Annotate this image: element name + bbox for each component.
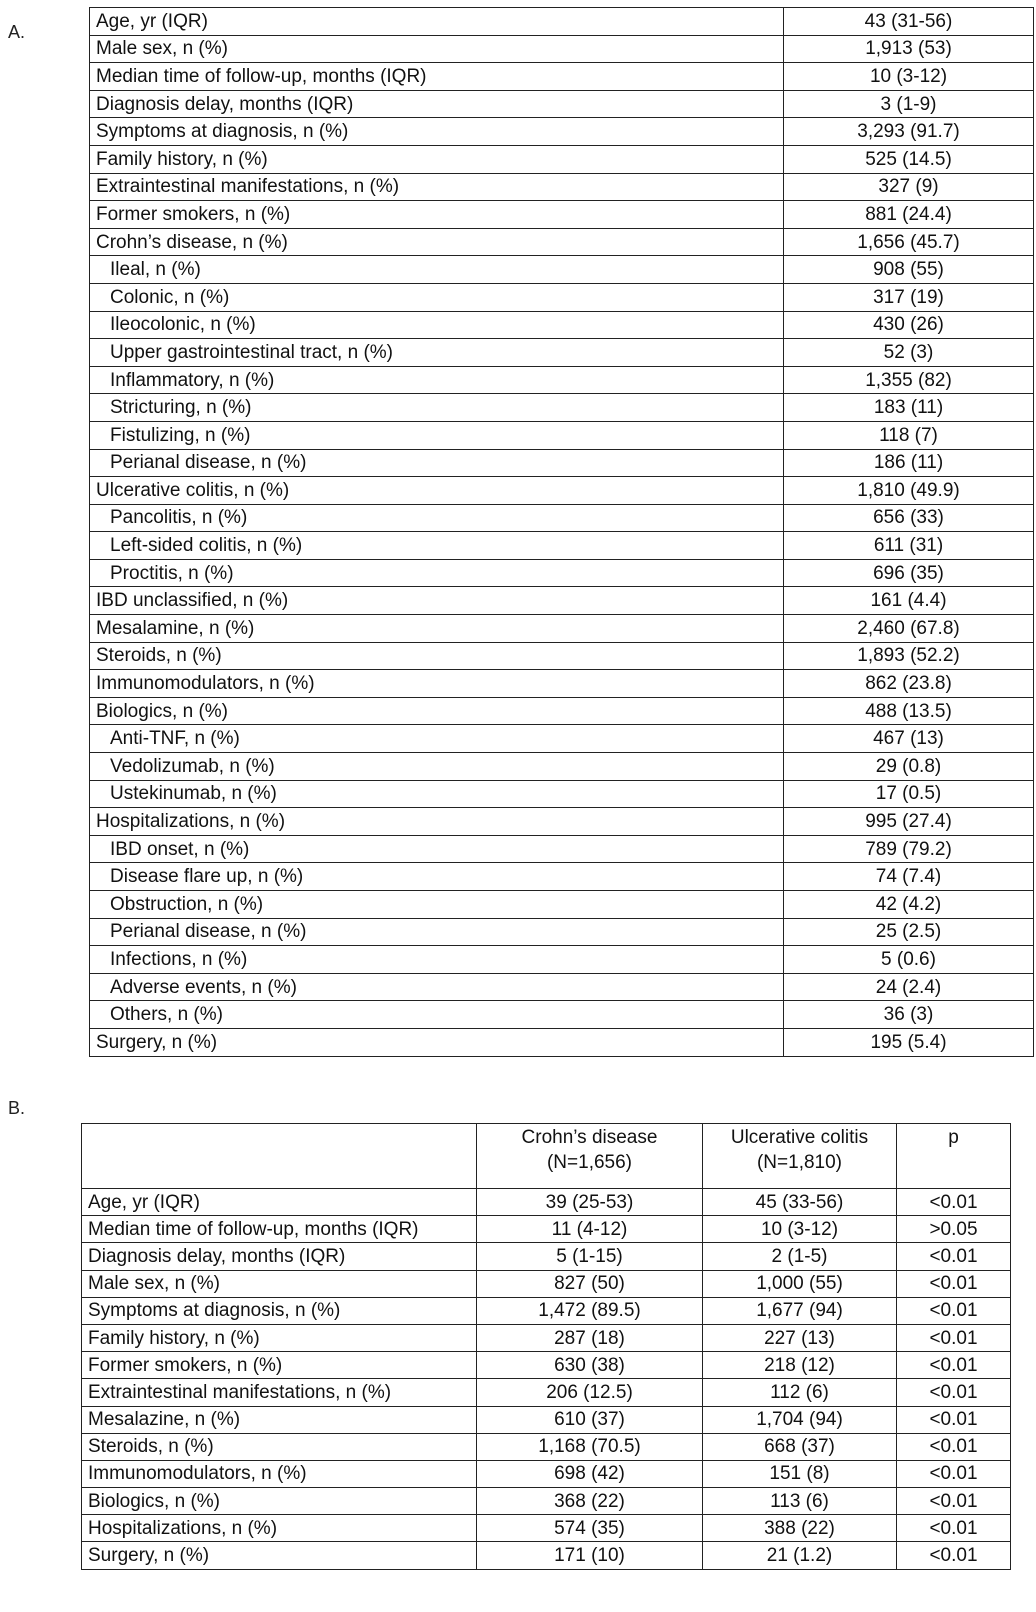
row-value: 186 (11) (784, 449, 1034, 477)
row-value: 118 (7) (784, 421, 1034, 449)
table-a-baseline-characteristics (89, 7, 1034, 1057)
table-row (90, 421, 1034, 449)
row-label: Surgery, n (%) (82, 1542, 477, 1569)
row-label: Age, yr (IQR) (82, 1189, 477, 1216)
uc-value: 45 (33-56) (703, 1189, 897, 1216)
table-row (82, 1216, 1011, 1243)
row-label: Age, yr (IQR) (90, 8, 784, 36)
table-row (90, 90, 1034, 118)
row-label: Perianal disease, n (%) (90, 449, 784, 477)
row-label: Adverse events, n (%) (90, 973, 784, 1001)
uc-value: 2 (1-5) (703, 1243, 897, 1270)
table-row (82, 1297, 1011, 1324)
table-row (90, 863, 1034, 891)
table-row (90, 339, 1034, 367)
row-label: Biologics, n (%) (90, 697, 784, 725)
row-label: Diagnosis delay, months (IQR) (82, 1243, 477, 1270)
table-row (90, 201, 1034, 229)
table-row (90, 256, 1034, 284)
row-value: 656 (33) (784, 504, 1034, 532)
row-value: 43 (31-56) (784, 8, 1034, 36)
row-label: Others, n (%) (90, 1001, 784, 1029)
table-a-body (90, 8, 1034, 1057)
table-row (82, 1515, 1011, 1542)
table-row (90, 35, 1034, 63)
row-value: 1,810 (49.9) (784, 477, 1034, 505)
table-row (82, 1488, 1011, 1515)
crohns-value: 11 (4-12) (477, 1216, 703, 1243)
row-value: 17 (0.5) (784, 780, 1034, 808)
p-value: <0.01 (897, 1352, 1011, 1379)
table-row (90, 173, 1034, 201)
table-row (90, 642, 1034, 670)
table-row (90, 587, 1034, 615)
table-row (82, 1243, 1011, 1270)
uc-value: 151 (8) (703, 1460, 897, 1487)
row-value: 696 (35) (784, 559, 1034, 587)
row-label: Stricturing, n (%) (90, 394, 784, 422)
table-row (90, 780, 1034, 808)
table-b-comparison (81, 1123, 1011, 1570)
table-row (90, 145, 1034, 173)
table-row (90, 228, 1034, 256)
row-value: 908 (55) (784, 256, 1034, 284)
row-label: Median time of follow-up, months (IQR) (82, 1216, 477, 1243)
header-cd-n: (N=1,656) (546, 1151, 633, 1173)
row-value: 3,293 (91.7) (784, 118, 1034, 146)
row-label: Symptoms at diagnosis, n (%) (82, 1297, 477, 1324)
table-row (90, 8, 1034, 36)
row-label: Family history, n (%) (82, 1324, 477, 1351)
row-value: 74 (7.4) (784, 863, 1034, 891)
row-label: Diagnosis delay, months (IQR) (90, 90, 784, 118)
row-value: 24 (2.4) (784, 973, 1034, 1001)
p-value: <0.01 (897, 1488, 1011, 1515)
p-value: <0.01 (897, 1542, 1011, 1569)
row-label: Symptoms at diagnosis, n (%) (90, 118, 784, 146)
row-value: 10 (3-12) (784, 63, 1034, 91)
crohns-value: 171 (10) (477, 1542, 703, 1569)
row-label: Infections, n (%) (90, 946, 784, 974)
table-row (90, 394, 1034, 422)
table-row (82, 1379, 1011, 1406)
table-row (90, 808, 1034, 836)
row-label: Colonic, n (%) (90, 283, 784, 311)
uc-value: 668 (37) (703, 1433, 897, 1460)
table-b-body (82, 1189, 1011, 1570)
row-label: Inflammatory, n (%) (90, 366, 784, 394)
uc-value: 10 (3-12) (703, 1216, 897, 1243)
crohns-value: 39 (25-53) (477, 1189, 703, 1216)
table-row (82, 1460, 1011, 1487)
uc-value: 227 (13) (703, 1324, 897, 1351)
row-value: 611 (31) (784, 532, 1034, 560)
crohns-value: 1,472 (89.5) (477, 1297, 703, 1324)
row-label: Vedolizumab, n (%) (90, 753, 784, 781)
section-a-label: A. (8, 22, 26, 42)
row-value: 2,460 (67.8) (784, 615, 1034, 643)
table-row (82, 1406, 1011, 1433)
row-value: 42 (4.2) (784, 891, 1034, 919)
row-label: Ileocolonic, n (%) (90, 311, 784, 339)
uc-value: 1,000 (55) (703, 1270, 897, 1297)
table-row (90, 449, 1034, 477)
row-value: 430 (26) (784, 311, 1034, 339)
row-value: 467 (13) (784, 725, 1034, 753)
crohns-value: 574 (35) (477, 1515, 703, 1542)
uc-value: 21 (1.2) (703, 1542, 897, 1569)
crohns-value: 368 (22) (477, 1488, 703, 1515)
table-row (90, 559, 1034, 587)
table-row (82, 1189, 1011, 1216)
row-label: Former smokers, n (%) (90, 201, 784, 229)
row-label: IBD unclassified, n (%) (90, 587, 784, 615)
p-value: <0.01 (897, 1433, 1011, 1460)
table-row (90, 753, 1034, 781)
table-row (90, 973, 1034, 1001)
row-value: 25 (2.5) (784, 918, 1034, 946)
row-value: 488 (13.5) (784, 697, 1034, 725)
crohns-value: 206 (12.5) (477, 1379, 703, 1406)
uc-value: 1,677 (94) (703, 1297, 897, 1324)
row-label: Ulcerative colitis, n (%) (90, 477, 784, 505)
row-label: Steroids, n (%) (82, 1433, 477, 1460)
row-label: Left-sided colitis, n (%) (90, 532, 784, 560)
row-value: 862 (23.8) (784, 670, 1034, 698)
table-row (82, 1352, 1011, 1379)
table-row (82, 1542, 1011, 1569)
row-value: 1,913 (53) (784, 35, 1034, 63)
crohns-value: 827 (50) (477, 1270, 703, 1297)
p-value: <0.01 (897, 1460, 1011, 1487)
row-label: Upper gastrointestinal tract, n (%) (90, 339, 784, 367)
row-value: 317 (19) (784, 283, 1034, 311)
row-label: Extraintestinal manifestations, n (%) (82, 1379, 477, 1406)
row-value: 161 (4.4) (784, 587, 1034, 615)
p-value: <0.01 (897, 1324, 1011, 1351)
crohns-value: 1,168 (70.5) (477, 1433, 703, 1460)
row-label: Extraintestinal manifestations, n (%) (90, 173, 784, 201)
table-row (90, 283, 1034, 311)
table-row (90, 670, 1034, 698)
p-value: >0.05 (897, 1216, 1011, 1243)
p-value: <0.01 (897, 1379, 1011, 1406)
p-value: <0.01 (897, 1297, 1011, 1324)
table-row (90, 697, 1034, 725)
table-row (90, 835, 1034, 863)
row-label: IBD onset, n (%) (90, 835, 784, 863)
row-value: 789 (79.2) (784, 835, 1034, 863)
row-value: 52 (3) (784, 339, 1034, 367)
row-label: Steroids, n (%) (90, 642, 784, 670)
row-value: 1,355 (82) (784, 366, 1034, 394)
row-value: 183 (11) (784, 394, 1034, 422)
table-row (90, 477, 1034, 505)
section-b-label: B. (8, 1098, 26, 1118)
row-label: Biologics, n (%) (82, 1488, 477, 1515)
header-uc-n: (N=1,810) (756, 1151, 843, 1173)
table-row (90, 532, 1034, 560)
row-value: 36 (3) (784, 1001, 1034, 1029)
row-label: Ustekinumab, n (%) (90, 780, 784, 808)
p-value: <0.01 (897, 1406, 1011, 1433)
p-value: <0.01 (897, 1243, 1011, 1270)
row-label: Crohn’s disease, n (%) (90, 228, 784, 256)
row-label: Hospitalizations, n (%) (82, 1515, 477, 1542)
row-label: Immunomodulators, n (%) (90, 670, 784, 698)
row-value: 1,656 (45.7) (784, 228, 1034, 256)
table-row (90, 918, 1034, 946)
row-label: Perianal disease, n (%) (90, 918, 784, 946)
header-label-column (82, 1124, 477, 1189)
uc-value: 113 (6) (703, 1488, 897, 1515)
table-row (90, 615, 1034, 643)
table-row (90, 311, 1034, 339)
p-value: <0.01 (897, 1270, 1011, 1297)
row-label: Fistulizing, n (%) (90, 421, 784, 449)
row-value: 327 (9) (784, 173, 1034, 201)
table-row (90, 946, 1034, 974)
row-value: 195 (5.4) (784, 1028, 1034, 1056)
row-value: 995 (27.4) (784, 808, 1034, 836)
row-label: Mesalamine, n (%) (90, 615, 784, 643)
uc-value: 388 (22) (703, 1515, 897, 1542)
table-row (90, 63, 1034, 91)
row-label: Anti-TNF, n (%) (90, 725, 784, 753)
row-label: Disease flare up, n (%) (90, 863, 784, 891)
row-label: Ileal, n (%) (90, 256, 784, 284)
crohns-value: 698 (42) (477, 1460, 703, 1487)
header-p-value: p (897, 1124, 1011, 1189)
table-row (90, 1028, 1034, 1056)
crohns-value: 630 (38) (477, 1352, 703, 1379)
table-row (90, 366, 1034, 394)
row-label: Mesalazine, n (%) (82, 1406, 477, 1433)
row-label: Male sex, n (%) (82, 1270, 477, 1297)
row-label: Surgery, n (%) (90, 1028, 784, 1056)
row-value: 525 (14.5) (784, 145, 1034, 173)
row-value: 881 (24.4) (784, 201, 1034, 229)
row-label: Obstruction, n (%) (90, 891, 784, 919)
row-label: Hospitalizations, n (%) (90, 808, 784, 836)
row-label: Immunomodulators, n (%) (82, 1460, 477, 1487)
header-cd-name: Crohn’s disease (521, 1127, 658, 1148)
table-row (90, 504, 1034, 532)
crohns-value: 5 (1-15) (477, 1243, 703, 1270)
crohns-value: 287 (18) (477, 1324, 703, 1351)
row-label: Former smokers, n (%) (82, 1352, 477, 1379)
table-row (90, 725, 1034, 753)
header-ulcerative-colitis (703, 1124, 897, 1189)
p-value: <0.01 (897, 1189, 1011, 1216)
uc-value: 112 (6) (703, 1379, 897, 1406)
row-value: 1,893 (52.2) (784, 642, 1034, 670)
row-label: Proctitis, n (%) (90, 559, 784, 587)
header-uc-name: Ulcerative colitis (730, 1127, 869, 1148)
row-label: Median time of follow-up, months (IQR) (90, 63, 784, 91)
table-row (82, 1270, 1011, 1297)
row-label: Male sex, n (%) (90, 35, 784, 63)
row-value: 29 (0.8) (784, 753, 1034, 781)
table-row (90, 118, 1034, 146)
table-row (82, 1324, 1011, 1351)
table-b-header-row (82, 1124, 1011, 1189)
row-label: Family history, n (%) (90, 145, 784, 173)
header-crohns-disease (477, 1124, 703, 1189)
row-value: 3 (1-9) (784, 90, 1034, 118)
crohns-value: 610 (37) (477, 1406, 703, 1433)
uc-value: 1,704 (94) (703, 1406, 897, 1433)
uc-value: 218 (12) (703, 1352, 897, 1379)
row-label: Pancolitis, n (%) (90, 504, 784, 532)
table-row (82, 1433, 1011, 1460)
p-value: <0.01 (897, 1515, 1011, 1542)
table-row (90, 891, 1034, 919)
row-value: 5 (0.6) (784, 946, 1034, 974)
table-row (90, 1001, 1034, 1029)
